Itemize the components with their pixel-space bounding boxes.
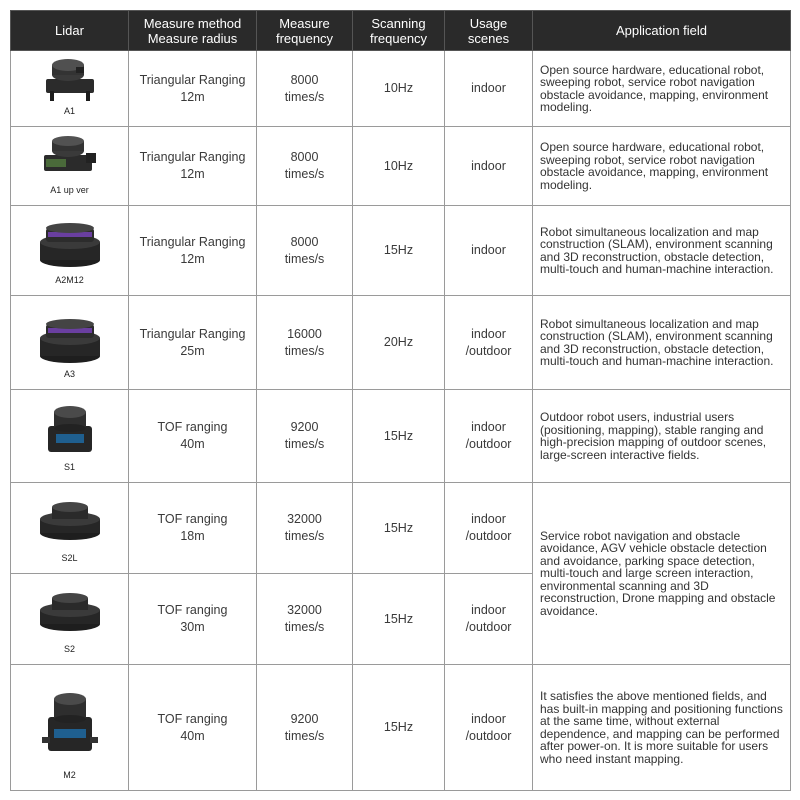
rplidar-s1-icon bbox=[42, 400, 98, 456]
application-field-cell: Robot simultaneous localization and map construction (SLAM), environment scanning and 3D reconstruction, obstacle detection, multi-touch and human-machine interaction. bbox=[533, 296, 791, 390]
usage-scenes-cell: indoor bbox=[445, 206, 533, 296]
lidar-cell bbox=[11, 296, 129, 390]
usage-scenes-cell: indoor /outdoor bbox=[445, 574, 533, 665]
lidar-cell bbox=[11, 206, 129, 296]
scanning-frequency-cell: 15Hz bbox=[353, 390, 445, 483]
usage-scenes-cell: indoor /outdoor bbox=[445, 483, 533, 574]
measure-frequency-cell: 32000 times/s bbox=[257, 574, 353, 665]
header-measure-frequency: Measure frequency bbox=[257, 11, 353, 51]
scanning-frequency-cell: 15Hz bbox=[353, 206, 445, 296]
lidar-cell bbox=[11, 574, 129, 665]
scanning-frequency-cell: 10Hz bbox=[353, 51, 445, 127]
measure-frequency-cell: 9200 times/s bbox=[257, 665, 353, 791]
header-lidar: Lidar bbox=[11, 11, 129, 51]
header-row bbox=[11, 11, 791, 51]
table-row bbox=[11, 665, 791, 791]
table-row bbox=[11, 51, 791, 127]
measure-frequency-cell: 8000 times/s bbox=[257, 206, 353, 296]
measure-frequency-cell: 9200 times/s bbox=[257, 390, 353, 483]
application-field-cell: Robot simultaneous localization and map construction (SLAM), environment scanning and 3D reconstruction, obstacle detection, multi-touch and human-machine interaction. bbox=[533, 206, 791, 296]
scanning-frequency-cell: 15Hz bbox=[353, 483, 445, 574]
header-scanning-frequency: Scanning frequency bbox=[353, 11, 445, 51]
application-field-cell: It satisfies the above mentioned fields, and has built-in mapping and positioning functions at the same time, without external dependence, and mapping can be performed after power-on. It is more suitable for users who need instant mapping. bbox=[533, 665, 791, 791]
usage-scenes-cell: indoor /outdoor bbox=[445, 665, 533, 791]
header-usage-scenes: Usage scenes bbox=[445, 11, 533, 51]
measure-method-cell: Triangular Ranging 12m bbox=[129, 127, 257, 206]
measure-frequency-cell: 8000 times/s bbox=[257, 51, 353, 127]
lidar-cell bbox=[11, 390, 129, 483]
header-measure-method: Measure method Measure radius bbox=[129, 11, 257, 51]
lidar-cell bbox=[11, 51, 129, 127]
scanning-frequency-cell: 20Hz bbox=[353, 296, 445, 390]
measure-frequency-cell: 32000 times/s bbox=[257, 483, 353, 574]
usage-scenes-cell: indoor bbox=[445, 127, 533, 206]
rplidar-m2-icon bbox=[40, 685, 100, 755]
lidar-cell bbox=[11, 483, 129, 574]
application-field-cell: Service robot navigation and obstacle avoidance, AGV vehicle obstacle detection and avoidance, parking space detection, multi-touch and large screen interaction, environmental scanning and 3D reconstruction, Drone mapping and obstacle avoidance. bbox=[533, 483, 791, 665]
usage-scenes-cell: indoor /outdoor bbox=[445, 390, 533, 483]
lidar-name: S2L bbox=[61, 553, 78, 563]
rplidar-a1-up-icon bbox=[40, 135, 100, 179]
measure-method-cell: TOF ranging 40m bbox=[129, 390, 257, 483]
lidar-name: M2 bbox=[63, 770, 76, 780]
measure-method-cell: TOF ranging 40m bbox=[129, 665, 257, 791]
table-row bbox=[11, 206, 791, 296]
table-row bbox=[11, 296, 791, 390]
scanning-frequency-cell: 15Hz bbox=[353, 574, 445, 665]
lidar-name: A3 bbox=[63, 369, 75, 379]
scanning-frequency-cell: 10Hz bbox=[353, 127, 445, 206]
scanning-frequency-cell: 15Hz bbox=[353, 665, 445, 791]
rplidar-s2l-icon bbox=[38, 499, 102, 543]
table-row bbox=[11, 127, 791, 206]
lidar-cell bbox=[11, 665, 129, 791]
rplidar-s2-icon bbox=[38, 590, 102, 634]
lidar-name: S2 bbox=[63, 644, 75, 654]
table-row bbox=[11, 483, 791, 574]
lidar-name: A1 bbox=[63, 106, 75, 116]
application-field-cell: Open source hardware, educational robot, sweeping robot, service robot navigation obstacle avoidance, mapping, environment modeling. bbox=[533, 51, 791, 127]
usage-scenes-cell: indoor bbox=[445, 51, 533, 127]
table-row bbox=[11, 390, 791, 483]
lidar-comparison-table-wrapper bbox=[10, 10, 791, 791]
rplidar-a2m12-icon bbox=[38, 220, 102, 268]
lidar-name: S1 bbox=[63, 462, 75, 472]
lidar-name: A2M12 bbox=[55, 275, 84, 285]
rplidar-a3-icon bbox=[38, 318, 102, 364]
application-field-cell: Open source hardware, educational robot, sweeping robot, service robot navigation obstacle avoidance, mapping, environment modeling. bbox=[533, 127, 791, 206]
measure-method-cell: TOF ranging 18m bbox=[129, 483, 257, 574]
measure-method-cell: Triangular Ranging 12m bbox=[129, 51, 257, 127]
lidar-cell bbox=[11, 127, 129, 206]
header-application-field: Application field bbox=[533, 11, 791, 51]
rplidar-a1-icon bbox=[42, 57, 98, 103]
measure-method-cell: TOF ranging 30m bbox=[129, 574, 257, 665]
lidar-comparison-table bbox=[10, 10, 791, 791]
measure-frequency-cell: 8000 times/s bbox=[257, 127, 353, 206]
application-field-cell: Outdoor robot users, industrial users (positioning, mapping), stable ranging and high-precision mapping of outdoor scenes, large-screen interactive fields. bbox=[533, 390, 791, 483]
measure-method-cell: Triangular Ranging 12m bbox=[129, 206, 257, 296]
lidar-name: A1 up ver bbox=[50, 185, 89, 195]
usage-scenes-cell: indoor /outdoor bbox=[445, 296, 533, 390]
measure-method-cell: Triangular Ranging 25m bbox=[129, 296, 257, 390]
measure-frequency-cell: 16000 times/s bbox=[257, 296, 353, 390]
